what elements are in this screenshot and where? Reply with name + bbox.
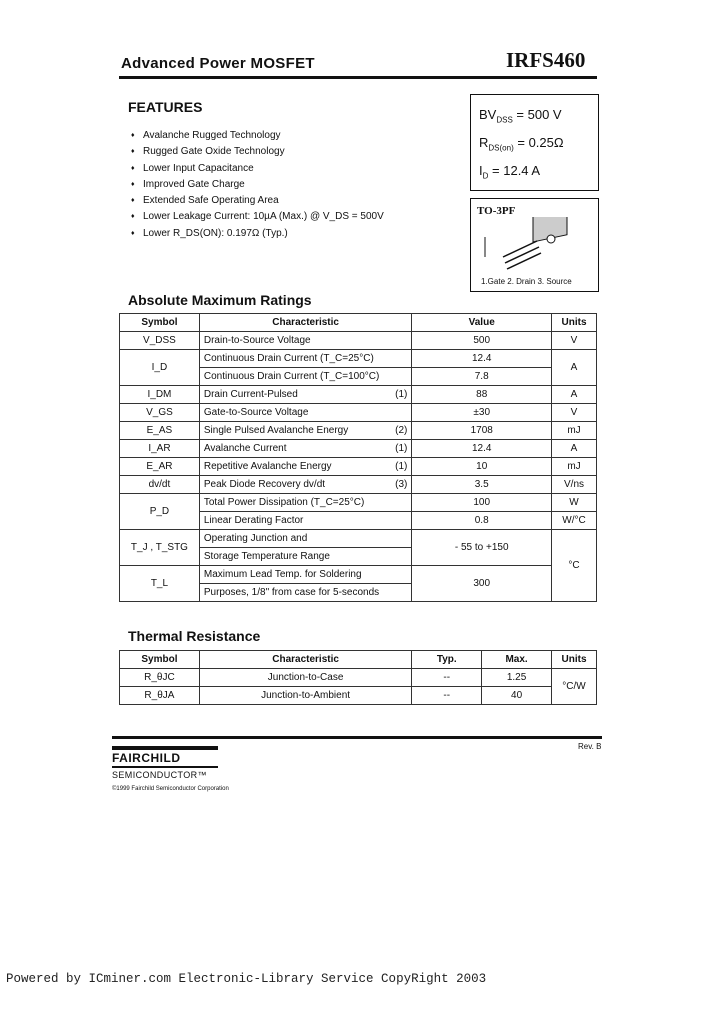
table-row <box>120 669 597 687</box>
rating-value: 100 <box>412 494 552 512</box>
thermal-units: °C/W <box>552 669 597 705</box>
col-header: Units <box>552 651 597 669</box>
rating-characteristic: Total Power Dissipation (T_C=25°C) <box>199 494 412 512</box>
col-header: Value <box>412 314 552 332</box>
revision: Rev. B <box>578 742 602 751</box>
feature-item: ♦ Extended Safe Operating Area <box>131 193 384 209</box>
col-header: Typ. <box>412 651 482 669</box>
rating-value: 300 <box>412 566 552 602</box>
rating-characteristic: Drain Current-Pulsed (1) <box>199 386 412 404</box>
spec-id: $I_D = 12.4$ A <box>479 163 541 181</box>
rating-note: (1) <box>395 461 408 472</box>
rating-characteristic: Purposes, 1/8" from case for 5-seconds <box>199 584 412 602</box>
feature-item: ♦ Improved Gate Charge <box>131 177 384 193</box>
table-row <box>120 350 597 368</box>
features-list <box>131 128 384 242</box>
package-box <box>470 198 599 292</box>
col-header: Units <box>552 314 597 332</box>
rating-value: 12.4 <box>412 440 552 458</box>
thermal-symbol: R_θJC <box>120 669 200 687</box>
fairchild-logo: FAIRCHILD <box>112 751 181 765</box>
rating-symbol: V_GS <box>120 404 200 422</box>
rating-characteristic: Peak Diode Recovery dv/dt (3) <box>199 476 412 494</box>
rating-value: 12.4 <box>412 350 552 368</box>
rating-value: 1708 <box>412 422 552 440</box>
rating-value: 88 <box>412 386 552 404</box>
rating-characteristic: Linear Derating Factor <box>199 512 412 530</box>
rating-unit: mJ <box>552 458 597 476</box>
rating-unit: V/ns <box>552 476 597 494</box>
thermal-characteristic: Junction-to-Case <box>199 669 411 687</box>
feature-item: ♦ Lower Input Capacitance <box>131 161 384 177</box>
rating-unit: W <box>552 494 597 512</box>
thermal-max: 1.25 <box>482 669 552 687</box>
rating-note: (1) <box>395 443 408 454</box>
col-header: Max. <box>482 651 552 669</box>
rating-characteristic: Drain-to-Source Voltage <box>199 332 412 350</box>
rating-symbol: I_AR <box>120 440 200 458</box>
col-header: Characteristic <box>199 651 411 669</box>
package-pinout: 1.Gate 2. Drain 3. Source <box>481 277 572 286</box>
table-row <box>120 530 597 548</box>
rating-unit: A <box>552 350 597 386</box>
table-row <box>120 422 597 440</box>
semiconductor-label: SEMICONDUCTOR™ <box>112 770 207 780</box>
rating-value: ±30 <box>412 404 552 422</box>
rating-characteristic: Continuous Drain Current (T_C=100°C) <box>199 368 412 386</box>
abs-max-body <box>120 332 597 602</box>
rating-unit: A <box>552 440 597 458</box>
feature-item: ♦ Avalanche Rugged Technology <box>131 128 384 144</box>
thermal-table <box>119 650 597 705</box>
thermal-max: 40 <box>482 687 552 705</box>
rating-characteristic: Avalanche Current (1) <box>199 440 412 458</box>
table-row <box>120 458 597 476</box>
col-header: Symbol <box>120 651 200 669</box>
rating-characteristic: Storage Temperature Range <box>199 548 412 566</box>
rating-unit: A <box>552 386 597 404</box>
thermal-symbol: R_θJA <box>120 687 200 705</box>
rating-symbol: P_D <box>120 494 200 530</box>
footer-rule <box>112 736 602 739</box>
table-row <box>120 476 597 494</box>
table-row <box>120 687 597 705</box>
spec-rdson: $R_{DS(on)} = 0.25\Omega$ <box>479 135 564 153</box>
copyright: ©1999 Fairchild Semiconductor Corporation <box>112 786 229 792</box>
rating-symbol: I_D <box>120 350 200 386</box>
rating-symbol: E_AR <box>120 458 200 476</box>
watermark-footer: Powered by ICminer.com Electronic-Library Service CopyRight 2003 <box>6 972 487 986</box>
feature-item: ♦ Rugged Gate Oxide Technology <box>131 144 384 160</box>
rating-symbol: T_J , T_STG <box>120 530 200 566</box>
part-number: IRFS460 <box>506 48 586 72</box>
rating-unit: °C <box>552 530 597 602</box>
table-row <box>120 566 597 584</box>
package-name: TO-3PF <box>477 205 516 217</box>
rating-unit: V <box>552 332 597 350</box>
rating-value: - 55 to +150 <box>412 530 552 566</box>
rating-characteristic: Repetitive Avalanche Energy (1) <box>199 458 412 476</box>
rating-symbol: E_AS <box>120 422 200 440</box>
rating-value: 7.8 <box>412 368 552 386</box>
rating-value: 3.5 <box>412 476 552 494</box>
spec-bvdss: $BV_{DSS} = 500$ V <box>479 107 562 125</box>
rating-note: (2) <box>395 425 408 436</box>
rating-characteristic: Operating Junction and <box>199 530 412 548</box>
features-heading: FEATURES <box>128 99 203 115</box>
rating-unit: V <box>552 404 597 422</box>
logo-underline <box>112 766 218 768</box>
rating-note: (1) <box>395 389 408 400</box>
rating-note: (3) <box>395 479 408 490</box>
rating-unit: mJ <box>552 422 597 440</box>
thermal-heading: Thermal Resistance <box>128 628 261 644</box>
thermal-characteristic: Junction-to-Ambient <box>199 687 411 705</box>
logo-bar <box>112 746 218 750</box>
rating-symbol: T_L <box>120 566 200 602</box>
rating-symbol: I_DM <box>120 386 200 404</box>
col-header: Symbol <box>120 314 200 332</box>
rating-value: 500 <box>412 332 552 350</box>
abs-max-table <box>119 313 597 602</box>
table-row <box>120 404 597 422</box>
header-rule <box>119 76 597 79</box>
rating-value: 0.8 <box>412 512 552 530</box>
rating-characteristic: Continuous Drain Current (T_C=25°C) <box>199 350 412 368</box>
rating-symbol: V_DSS <box>120 332 200 350</box>
feature-item: ♦ Lower Leakage Current: 10µA (Max.) @ V_DS = 500V <box>131 209 384 225</box>
page-title: Advanced Power MOSFET <box>121 55 315 72</box>
col-header: Characteristic <box>199 314 412 332</box>
table-row <box>120 440 597 458</box>
package-drawing-icon <box>481 217 591 275</box>
table-row <box>120 332 597 350</box>
key-specs-box <box>470 94 599 191</box>
table-row <box>120 386 597 404</box>
rating-symbol: dv/dt <box>120 476 200 494</box>
rating-characteristic: Single Pulsed Avalanche Energy (2) <box>199 422 412 440</box>
rating-value: 10 <box>412 458 552 476</box>
abs-max-heading: Absolute Maximum Ratings <box>128 292 312 308</box>
rating-characteristic: Maximum Lead Temp. for Soldering <box>199 566 412 584</box>
table-row <box>120 494 597 512</box>
rating-unit: W/°C <box>552 512 597 530</box>
thermal-typ: -- <box>412 687 482 705</box>
rating-characteristic: Gate-to-Source Voltage <box>199 404 412 422</box>
feature-item: ♦ Lower R_DS(ON): 0.197Ω (Typ.) <box>131 226 384 242</box>
thermal-typ: -- <box>412 669 482 687</box>
